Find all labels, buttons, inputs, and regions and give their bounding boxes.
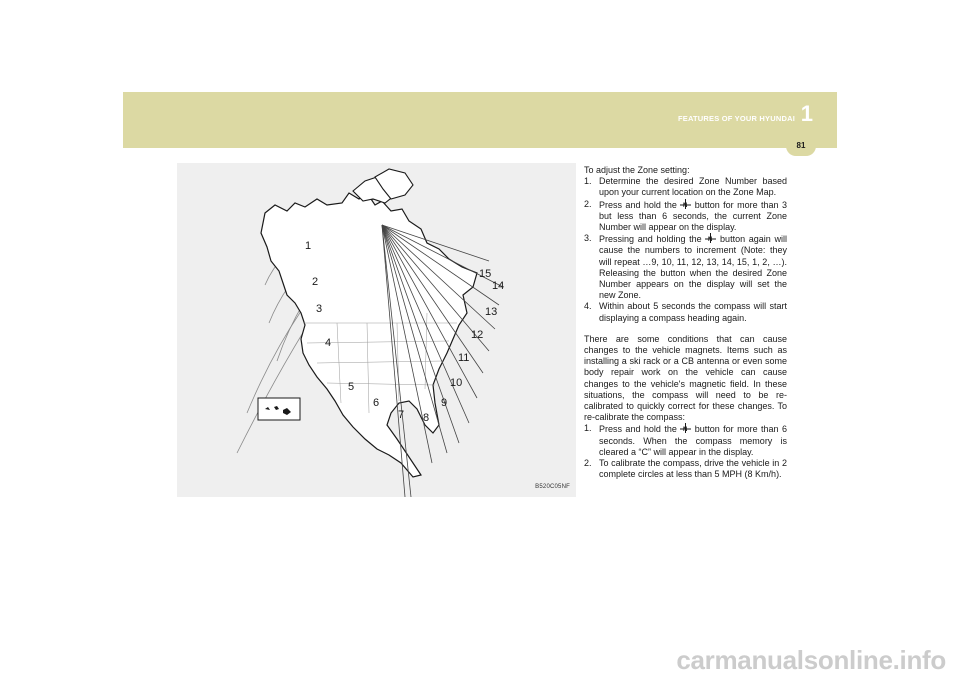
zone-label: 6 xyxy=(373,397,380,409)
header-band xyxy=(123,92,837,148)
page-number: 81 xyxy=(796,141,806,150)
list-item xyxy=(584,458,787,480)
zone-label: 12 xyxy=(471,329,484,341)
step-text: Press and hold the xyxy=(599,199,681,210)
zone-map-svg xyxy=(177,163,576,497)
figure-code: B520C05NF xyxy=(535,484,570,490)
svg-text:N: N xyxy=(683,427,688,434)
step-number: 3. xyxy=(584,233,592,244)
step-text: button again will cause the numbers to increment (Note: they will repeat …9, 10, 11, 12, 13, 14, 15, 1, 2, …). Releasing the button when the desired Zone Number appears on the display will set the new Zone. xyxy=(599,234,787,301)
zone-label: 14 xyxy=(492,280,505,292)
step-text: button for more than 6 seconds. When the compass memory is cleared a “C” will appear in the display. xyxy=(599,424,787,457)
zone-label: 4 xyxy=(325,337,332,349)
compass-button-icon xyxy=(680,199,691,209)
zone-label: 3 xyxy=(316,303,323,315)
step-text: button for more than 3 but less than 6 seconds, the current Zone Number will appear on the display. xyxy=(599,199,787,233)
zone-label: 9 xyxy=(441,397,448,409)
chapter-number: 1 xyxy=(800,101,813,126)
step-text: Determine the desired Zone Number based upon your current location on the Zone Map. xyxy=(599,176,787,198)
zone-label: 10 xyxy=(450,377,463,389)
watermark: carmanualsonline.info xyxy=(676,645,946,675)
step-text: Within about 5 seconds the compass will start displaying a compass heading again. xyxy=(599,301,787,323)
list-item xyxy=(584,176,787,198)
step-text: To calibrate the compass, drive the vehicle in 2 complete circles at less than 5 MPH (8 Km/h). xyxy=(599,458,787,480)
zone-label: 5 xyxy=(348,381,355,393)
zone-map-figure xyxy=(177,163,576,497)
page-tab xyxy=(786,136,816,156)
step-number: 1. xyxy=(584,176,592,187)
svg-text:N: N xyxy=(708,237,713,244)
list-item xyxy=(584,199,787,234)
instructions-column xyxy=(584,165,787,480)
svg-text:N: N xyxy=(683,202,688,209)
list-item xyxy=(584,301,787,323)
zone-label: 8 xyxy=(423,412,430,424)
step-text: Press and hold the xyxy=(599,424,681,435)
list-item xyxy=(584,423,787,458)
zone-label: 15 xyxy=(479,268,492,280)
zone-label: 1 xyxy=(305,240,312,252)
compass-button-icon xyxy=(705,233,716,243)
step-number: 2. xyxy=(584,458,592,469)
zone-label: 7 xyxy=(398,409,405,421)
zone-label: 2 xyxy=(312,276,319,288)
zone-steps xyxy=(584,176,787,324)
step-number: 1. xyxy=(584,423,592,434)
spacer xyxy=(584,324,787,334)
zone-label: 11 xyxy=(458,352,470,364)
body-paragraph: There are some conditions that can cause changes to the vehicle magnets. Items such as installing a ski rack or a CB antenna or even some body repair work on the vehicle can cause changes to the vehicle's magnetic field. In these situations, the compass will need to be re-calibrated to quickly correct for these changes. To re-calibrate the compass: xyxy=(584,333,787,423)
step-number: 2. xyxy=(584,198,592,209)
compass-button-icon xyxy=(680,423,691,433)
chapter-title: FEATURES OF YOUR HYUNDAI xyxy=(677,114,795,123)
list-item xyxy=(584,233,787,301)
north-america-outline xyxy=(261,193,477,477)
recalibrate-steps xyxy=(584,423,787,480)
intro-text: To adjust the Zone setting: xyxy=(584,165,690,175)
step-text: Pressing and holding the xyxy=(599,234,706,245)
zone-label: 13 xyxy=(485,306,498,318)
step-number: 4. xyxy=(584,301,592,312)
